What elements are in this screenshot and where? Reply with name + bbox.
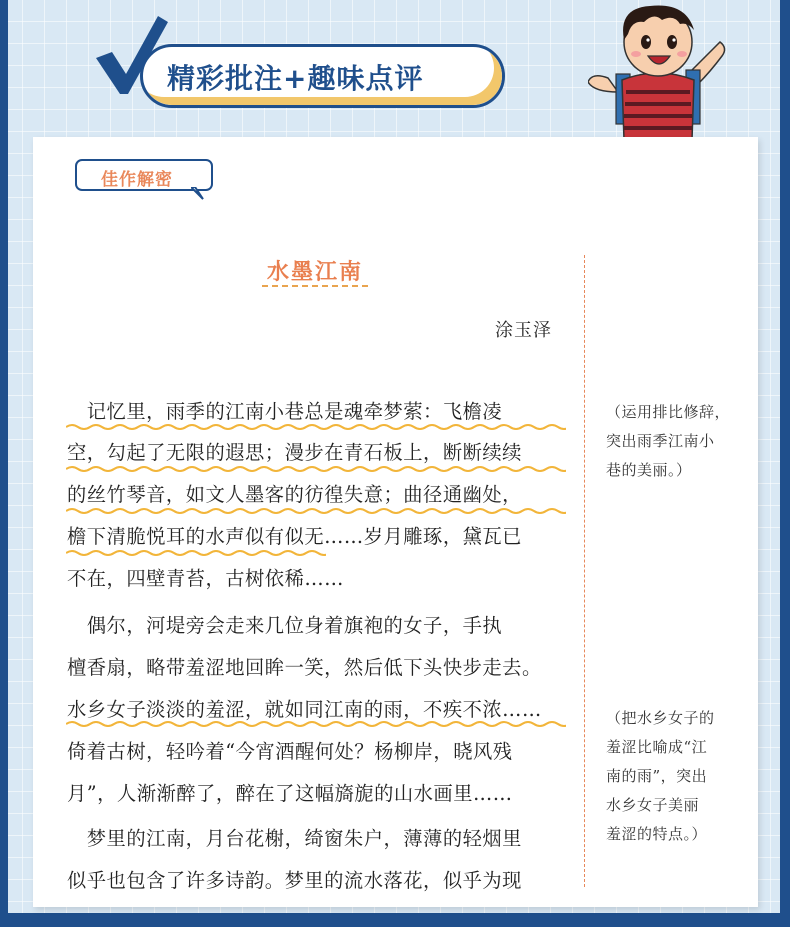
annotation-divider xyxy=(584,255,585,887)
essay-line: 记忆里，雨季的江南小巷总是魂牵梦萦：飞檐凌 xyxy=(67,400,503,423)
annotation-line: （把水乡女子的 xyxy=(606,709,715,727)
annotation-line: 水乡女子美丽 xyxy=(606,796,700,814)
wavy-underline xyxy=(66,423,566,431)
essay-line: 檀香扇，略带羞涩地回眸一笑，然后低下头快步走去。 xyxy=(67,656,542,679)
wavy-underline xyxy=(66,507,566,515)
essay-line: 倚着古树，轻吟着“今宵酒醒何处？杨柳岸，晓风残 xyxy=(67,740,513,763)
section-tag-label: 佳作解密 xyxy=(101,170,173,190)
annotation-line: （运用排比修辞， xyxy=(606,403,731,421)
annotation-line: 羞涩比喻成“江 xyxy=(606,738,708,756)
section-tag xyxy=(75,159,215,203)
essay-line: 偶尔，河堤旁会走来几位身着旗袍的女子，手执 xyxy=(67,614,503,637)
annotation-line: 羞涩的特点。） xyxy=(606,825,708,843)
speech-bubble-tail-icon xyxy=(191,187,205,201)
cartoon-boy-mascot xyxy=(588,0,728,140)
essay-line: 月”，人渐渐醉了，醉在了这幅旖旎的山水画里…… xyxy=(67,782,513,805)
essay-title: 水墨江南 xyxy=(266,260,363,285)
essay-line: 檐下清脆悦耳的水声似有似无……岁月雕琢，黛瓦已 xyxy=(67,525,522,548)
frame-right-border xyxy=(780,0,790,927)
annotation-line: 巷的美丽。） xyxy=(606,461,692,479)
frame-left-border xyxy=(0,0,8,927)
frame-bottom-border xyxy=(0,913,790,927)
essay-line: 的丝竹琴音，如文人墨客的彷徨失意；曲径通幽处， xyxy=(67,483,522,506)
essay-line: 似乎也包含了许多诗韵。梦里的流水落花，似乎为现 xyxy=(67,869,522,892)
header-banner xyxy=(140,44,505,108)
wavy-underline xyxy=(66,720,566,728)
banner-title: 精彩批注+趣味点评 xyxy=(167,62,424,95)
annotation-2 xyxy=(606,704,746,849)
wavy-underline xyxy=(66,549,326,557)
essay-line: 梦里的江南，月台花榭，绮窗朱户，薄薄的轻烟里 xyxy=(67,827,522,850)
annotation-1 xyxy=(606,398,746,485)
essay-line: 水乡女子淡淡的羞涩，就如同江南的雨，不疾不浓…… xyxy=(67,698,542,721)
annotation-line: 南的雨”，突出 xyxy=(606,767,708,785)
annotation-line: 突出雨季江南小 xyxy=(606,432,715,450)
essay-author: 涂玉泽 xyxy=(495,320,552,341)
essay-line: 不在，四壁青苔，古树依稀…… xyxy=(67,567,344,590)
wavy-underline xyxy=(66,465,566,473)
title-underline xyxy=(262,285,368,287)
essay-line: 空，勾起了无限的遐思；漫步在青石板上，断断续续 xyxy=(67,441,522,464)
